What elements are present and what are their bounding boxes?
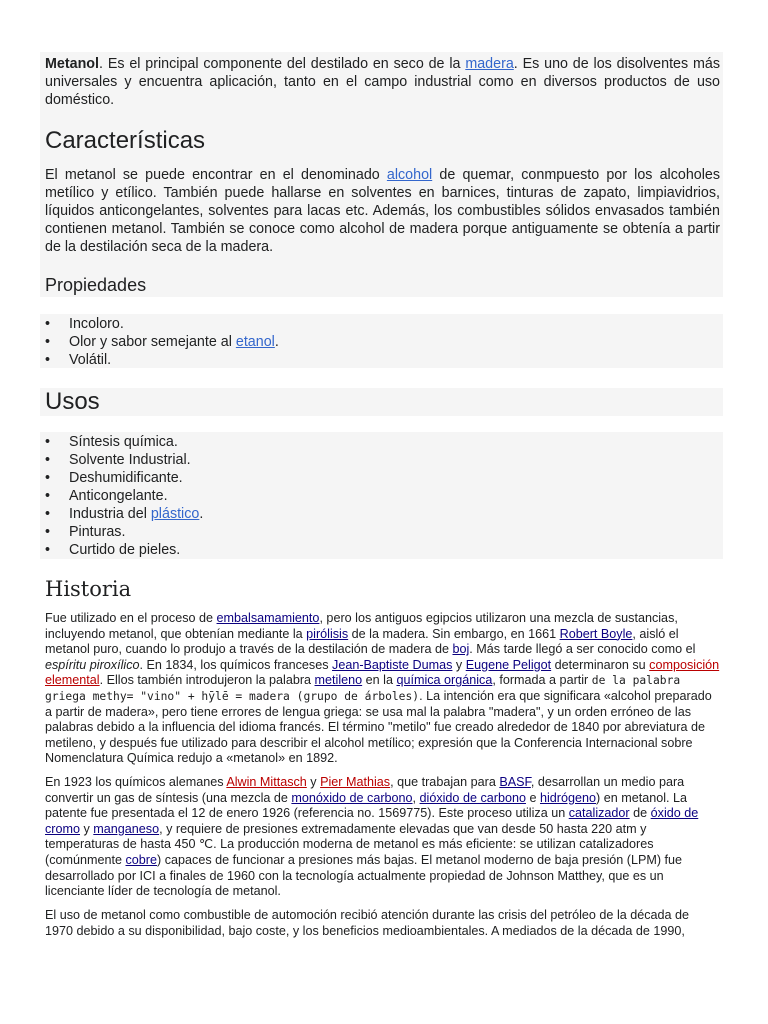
text-run: , y requiere de presiones extremadamente elevadas que van desde 50 hasta 220 atm y temperaturas de hasta 450 ℃. La producción moderna de metanol es más eficiente: se utilizan catalizadores (comúnmente (45, 821, 654, 867)
list-item (45, 505, 720, 523)
link-dioxido-de-carbono[interactable]: dióxido de carbono (419, 790, 526, 805)
link-alwin-mittasch[interactable]: Alwin Mittasch (226, 775, 307, 789)
historia-paragraph-1 (45, 611, 720, 767)
link-oxido-de-cromo[interactable]: óxido de cromo (45, 806, 699, 836)
list-item-text-end: . (199, 506, 204, 522)
list-item: • Deshumidificante. (45, 469, 720, 487)
link-hidrogeno[interactable]: hidrógeno (539, 790, 597, 805)
caracteristicas-paragraph (45, 166, 720, 256)
text-run: . La intención era que significara «alcohol preparado a partir de madera», pero tiene errores de lengua griega: se usa mal la palabra "madera", y un orden erróneo de las palabras debido a la influencia del idioma francés. El término "metilo" fue creado alrededor de 1840 por abreviatura de metileno, y después fue utilizado para describir el alcohol metílico; expresión que la Conferencia Internacional sobre Nomenclatura Química redujo a «metanol» en 1892. (45, 688, 712, 766)
usos-list (45, 433, 720, 559)
text-run: y (452, 657, 466, 672)
text-run: , pero los antiguos egipcios utilizaron una mezcla de sustancias, incluyendo metanol, que obtenían mediante la (45, 611, 678, 641)
text-run: . En 1834, los químicos franceses (139, 657, 333, 672)
list-item: • Incoloro. (45, 315, 720, 333)
text-run: . Ellos también introdujeron la palabra (99, 673, 315, 688)
text-run: de (629, 806, 651, 821)
list-item: • Volátil. (45, 351, 720, 369)
list-item-text-end: . (274, 334, 279, 350)
link-catalizador[interactable]: catalizador (568, 806, 630, 821)
list-item: • Síntesis química. (45, 433, 720, 451)
link-eugene-peligot[interactable]: Eugene Peligot (465, 657, 552, 672)
link-manganeso[interactable]: manganeso (93, 821, 160, 836)
propiedades-list (45, 315, 720, 369)
link-pirolisis[interactable]: pirólisis (306, 626, 349, 641)
text-run: , formada a partir (492, 673, 592, 688)
text-run: e (525, 790, 540, 805)
link-madera[interactable]: madera (465, 56, 514, 72)
text-run: En 1923 los químicos alemanes (45, 775, 227, 789)
text-run: , que trabajan para (390, 775, 500, 789)
link-basf[interactable]: BASF (499, 775, 531, 789)
link-alcohol[interactable]: alcohol (386, 167, 433, 183)
list-item: • Curtido de pieles. (45, 541, 720, 559)
list-item: • Pinturas. (45, 523, 720, 541)
text-run: , desarrollan un medio para convertir un gas de síntesis (una mezcla de (45, 775, 685, 805)
caracteristicas-text-end: de quemar, conmpuesto por los alcoholes metílico y etílico. También puede hallarse en solventes en barnices, tinturas de zapato, limpiavidrios, líquidos anticongelantes, solventes para lacas etc. Además, los combustibles sólidos envasados también contienen metanol. También se conoce como alcohol de madera porque antiguamente se obtenía a partir de la destilación seca de la madera. (45, 167, 720, 255)
link-quimica-organica[interactable]: química orgánica (396, 673, 493, 688)
historia-paragraph-3: El uso de metanol como combustible de automoción recibió atención durante las crisis del petróleo de la década de 1970 debido a su disponibilidad, bajo coste, y los beneficios medioambientales. A mediados de la década de 1990, (45, 908, 690, 938)
link-plastico[interactable]: plástico (150, 506, 200, 522)
text-italic: espíritu piroxílico (45, 657, 140, 672)
heading-historia: Historia (45, 577, 132, 601)
caracteristicas-text: El metanol se puede encontrar en el denominado (45, 167, 387, 183)
text-run: y (306, 775, 321, 789)
heading-propiedades: Propiedades (45, 275, 147, 295)
text-run: ) en metanol. La patente fue presentada el 12 de enero 1926 (referencia no. 1569775). Este proceso utiliza un (45, 790, 688, 821)
text-run: . Más tarde llegó a ser conocido como el (469, 642, 696, 657)
list-item: • Solvente Industrial. (45, 451, 720, 469)
text-run: Fue utilizado en el proceso de (45, 611, 217, 625)
intro-paragraph (45, 55, 720, 109)
heading-usos: Usos (45, 388, 100, 415)
list-item-text: Olor y sabor semejante al (69, 334, 236, 350)
link-embalsamamiento[interactable]: embalsamamiento (216, 611, 320, 625)
link-cobre[interactable]: cobre (125, 852, 158, 867)
historia-paragraph-2 (45, 775, 720, 900)
intro-text-end: . Es uno de los disolventes más universales y encuentra aplicación, tanto en el campo industrial como en diversos productos de uso doméstico. (45, 56, 720, 108)
intro-term: Metanol (45, 56, 100, 72)
text-run: , aisló el metanol puro, cuando lo produjo a través de la destilación de madera de (45, 626, 679, 657)
link-jean-baptiste-dumas[interactable]: Jean-Baptiste Dumas (332, 657, 453, 672)
link-pier-mathias[interactable]: Pier Mathias (320, 775, 391, 789)
link-composicion-elemental[interactable]: composición elemental (45, 657, 720, 688)
text-run: ) capaces de funcionar a presiones más bajas. El metanol moderno de baja presión (LPM) fue desarrollado por ICI a finales de 1960 con la tecnología actualmente propiedad de Johnson Matthey, que es un licenciante líder de tecnología de metanol. (45, 852, 683, 899)
link-etanol[interactable]: etanol (235, 334, 275, 350)
list-item (45, 333, 720, 351)
link-metileno[interactable]: metileno (314, 673, 363, 688)
list-item-text: Industria del (69, 506, 151, 522)
heading-caracteristicas: Características (45, 127, 206, 154)
text-run: de la madera. Sin embargo, en 1661 (348, 626, 560, 641)
text-mono: de la palabra griega methy= "vino" + hȳlē = madera (grupo de árboles) (45, 674, 681, 703)
text-run: , (412, 790, 420, 805)
link-monoxido-de-carbono[interactable]: monóxido de carbono (291, 790, 413, 805)
text-run: determinaron su (551, 657, 650, 672)
link-robert-boyle[interactable]: Robert Boyle (559, 626, 633, 641)
link-boj[interactable]: boj (452, 642, 470, 657)
text-run: en la (362, 673, 397, 688)
text-run: y (80, 821, 94, 836)
intro-text: . Es el principal componente del destilado en seco de la (99, 56, 466, 72)
list-item: • Anticongelante. (45, 487, 720, 505)
